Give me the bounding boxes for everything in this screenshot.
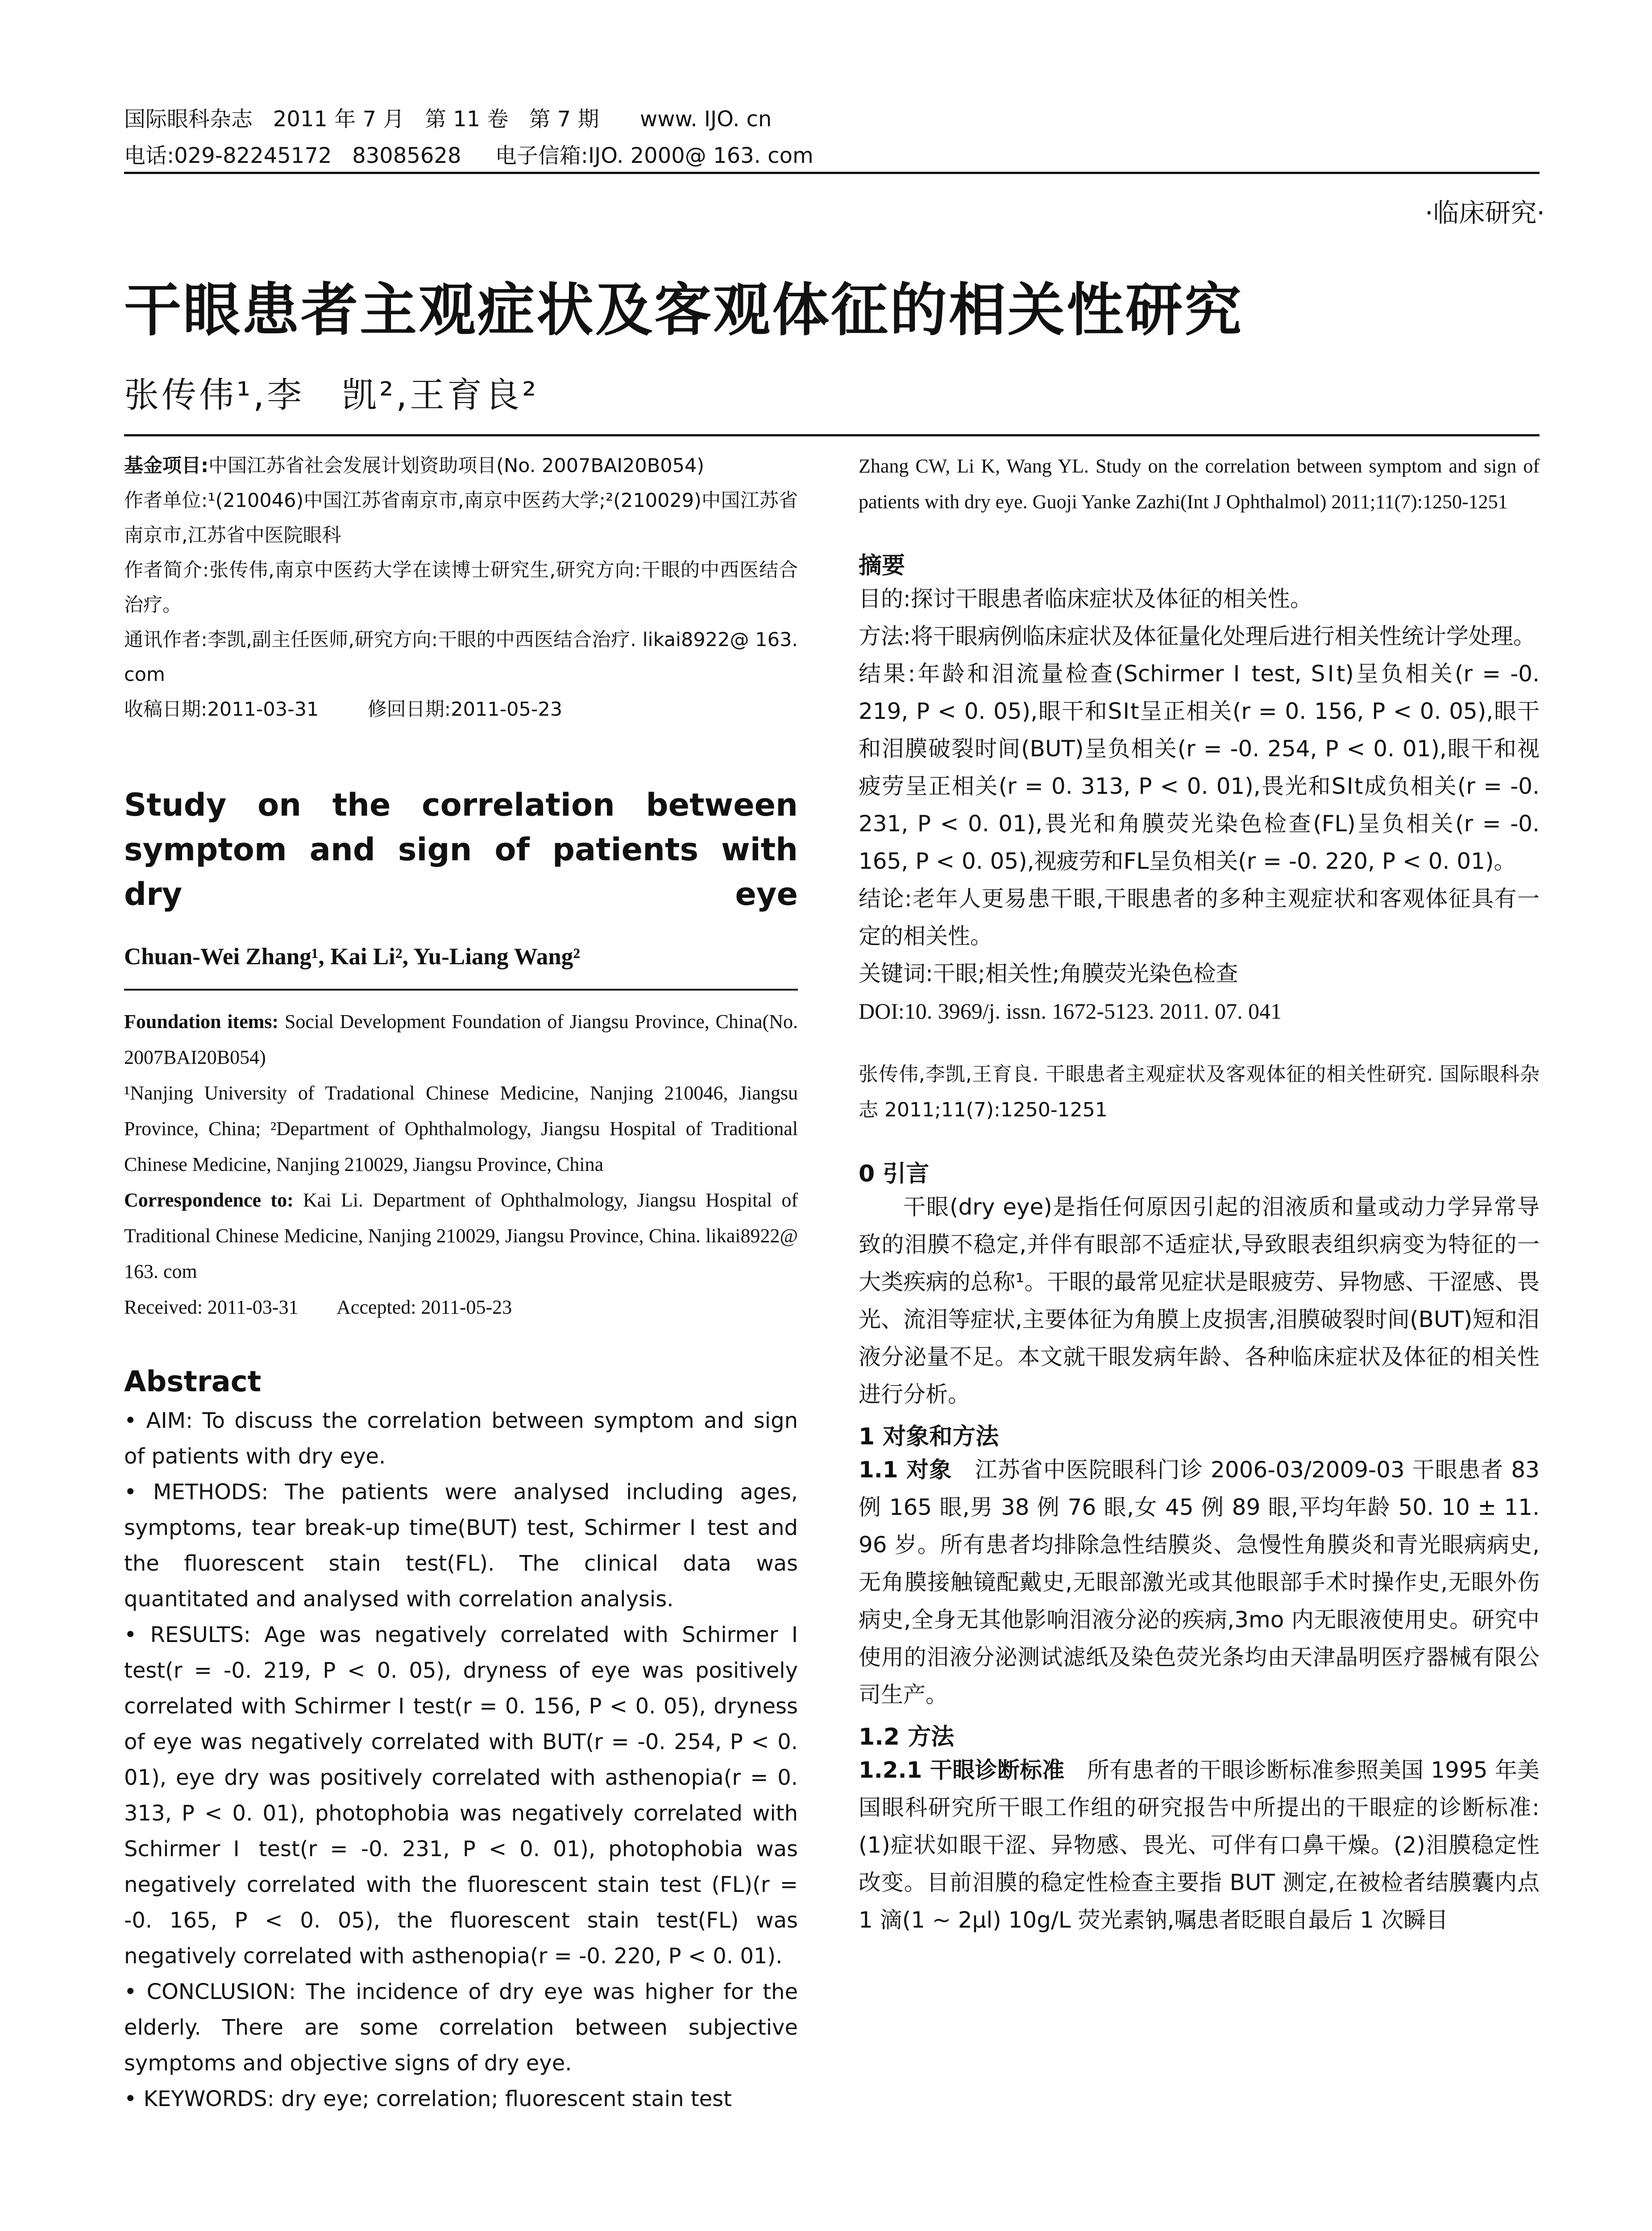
english-author-rule bbox=[124, 989, 798, 991]
affiliations: ¹Nanjing University of Tradational Chinese Medicine, Nanjing 210046, Jiangsu Province, China; ²Department of Ophthalmology, Jiangsu Hospital of Traditional Chinese Medicine, Nanjing 210029, Jiangsu Province, China bbox=[124, 1082, 798, 1175]
journal-header: 国际眼科杂志 2011 年 7 月 第 11 卷 第 7 期 www. IJO. cn bbox=[124, 107, 772, 132]
cn-conclusion: 结论:老年人更易患干眼,干眼患者的多种主观症状和客观体征具有一定的相关性。 bbox=[859, 886, 1540, 949]
citation-cn: 张传伟,李凯,王育良. 干眼患者主观症状及客观体征的相关性研究. 国际眼科杂志 2011;11(7):1250-1251 bbox=[859, 1063, 1540, 1121]
author-list: 张传伟¹,李 凯²,王育良² bbox=[124, 375, 539, 415]
abstract-heading: Abstract bbox=[124, 1365, 261, 1398]
abstract-conclusion: • CONCLUSION: The incidence of dry eye was higher for the elderly. There are some correlation between subjective symptoms and objective signs of dry eye. bbox=[124, 1979, 798, 2076]
methods-heading: 1 对象和方法 bbox=[859, 1423, 999, 1450]
fund-info: 基金项目:中国江苏省社会发展计划资助项目(No. 2007BAI20B054) bbox=[124, 455, 705, 477]
foundation-items: Foundation items: Social Development Foundation of Jiangsu Province, China(No. 2007BAI20B054) bbox=[124, 1011, 798, 1068]
intro-text: 干眼(dry eye)是指任何原因引起的泪液质和量或动力学异常导致的泪膜不稳定,并伴有眼部不适症状,导致眼表组织病变为特征的一大类疾病的总称¹。干眼的最常见症状是眼疲劳、异物感、干涩感、畏光、流泪等症状,主要体征为角膜上皮损害,泪膜破裂时间(BUT)短和泪液分泌量不足。本文就干眼发病年龄、各种临床症状及体征的相关性进行分析。 bbox=[859, 1194, 1540, 1407]
left-column bbox=[124, 448, 798, 2117]
journal-contact: 电话:029-82245172 83085628 电子信箱:IJO. 2000@ 163. com bbox=[124, 143, 814, 168]
diagnosis-para: 1.2.1 干眼诊断标准 所有患者的干眼诊断标准参照美国 1995 年美国眼科研究所干眼工作组的研究报告中所提出的干眼症的诊断标准:(1)症状如眼干涩、异物感、畏光、可伴有口鼻干燥。(2)泪膜稳定性改变。目前泪膜的稳定性检查主要指 BUT 测定,在被检者结膜囊内点 1 滴(1 ~ 2μl) 10g/L 荧光素钠,嘱患者眨眼自最后 1 次瞬目 bbox=[859, 1757, 1540, 1933]
abstract-keywords: • KEYWORDS: dry eye; correlation; fluorescent stain test bbox=[124, 2086, 732, 2111]
author-unit: 作者单位:¹(210046)中国江苏省南京市,南京中医药大学;²(210029)中国江苏省南京市,江苏省中医院眼科 bbox=[124, 489, 798, 547]
dates-cn: 收稿日期:2011-03-31 修回日期:2011-05-23 bbox=[124, 698, 563, 721]
section-label: ·临床研究· bbox=[1425, 198, 1545, 228]
cn-abstract-heading: 摘要 bbox=[859, 552, 905, 579]
cn-results: 结果:年龄和泪流量检查(Schirmer Ⅰ test, SⅠt)呈负相关(r = -0. 219, P < 0. 05),眼干和SⅠt呈正相关(r = 0. 156, P < 0. 05),眼干和泪膜破裂时间(BUT)呈负相关(r = -0. 254, P < 0. 01),眼干和视疲劳呈正相关(r = 0. 313, P < 0. 01),畏光和SⅠt成负相关(r = -0. 231, P < 0. 01),畏光和角膜荧光染色检查(FL)呈负相关(r = -0. 165, P < 0. 05),视疲劳和FL呈负相关(r = -0. 220, P < 0. 01)。 bbox=[859, 661, 1540, 874]
title-rule bbox=[124, 434, 1540, 436]
english-title: Study on the correlation between symptom and sign of patients with dry eye bbox=[124, 787, 798, 912]
objects-para: 1.1 对象 江苏省中医院眼科门诊 2006-03/2009-03 干眼患者 83 例 165 眼,男 38 例 76 眼,女 45 例 89 眼,平均年龄 50. 10 ± 11. 96 岁。所有患者均排除急性结膜炎、急慢性角膜炎和青光眼病病史,无角膜接触镜配戴史,无眼部激光或其他眼部手术时操作史,无眼外伤病史,全身无其他影响泪液分泌的疾病,3mo 内无眼液使用史。研究中使用的泪液分泌测试滤纸及染色荧光条均由天津晶明医疗器械有限公司生产。 bbox=[859, 1457, 1540, 1708]
header-rule bbox=[124, 172, 1540, 174]
correspondence-cn: 通讯作者:李凯,副主任医师,研究方向:干眼的中西医结合治疗. likai8922@ 163. com bbox=[124, 629, 798, 686]
abstract-results: • RESULTS: Age was negatively correlated with Schirmer Ⅰ test(r = -0. 219, P < 0. 05), dryness of eye was positively correlated with Schirmer Ⅰ test(r = 0. 156, P < 0. 05), dryness of eye was negatively correlated with BUT(r = -0. 254, P < 0. 01), eye dry was positively correlated with asthenopia(r = 0. 313, P < 0. 01), photophobia was negatively correlated with Schirmer Ⅰ test(r = -0. 231, P < 0. 01), photophobia was negatively correlated with the fluorescent stain test (FL)(r = -0. 165, P < 0. 05), the fluorescent stain test(FL) was negatively correlated with asthenopia(r = -0. 220, P < 0. 01). bbox=[124, 1622, 798, 1969]
citation-en: Zhang CW, Li K, Wang YL. Study on the correlation between symptom and sign of patients with dry eye. Guoji Yanke Zazhi(Int J Ophthalmol) 2011;11(7):1250-1251 bbox=[859, 455, 1540, 513]
cn-aim: 目的:探讨干眼患者临床症状及体征的相关性。 bbox=[859, 586, 1312, 612]
abstract-aim: • AIM: To discuss the correlation between symptom and sign of patients with dry eye. bbox=[124, 1408, 798, 1469]
author-bio: 作者简介:张传伟,南京中医药大学在读博士研究生,研究方向:干眼的中西医结合治疗。 bbox=[124, 559, 798, 616]
method-subheading: 1.2 方法 bbox=[859, 1724, 955, 1750]
page-title: 干眼患者主观症状及客观体征的相关性研究 bbox=[124, 277, 1244, 344]
english-authors: Chuan-Wei Zhang¹, Kai Li², Yu-Liang Wang² bbox=[124, 944, 581, 970]
cn-methods: 方法:将干眼病例临床症状及体征量化处理后进行相关性统计学处理。 bbox=[859, 623, 1536, 649]
right-column bbox=[859, 448, 1540, 1939]
intro-heading: 0 引言 bbox=[859, 1161, 930, 1187]
cn-keywords: 关键词:干眼;相关性;角膜荧光染色检查 bbox=[859, 961, 1238, 987]
correspondence-en: Correspondence to: Kai Li. Department of Ophthalmology, Jiangsu Hospital of Traditional Chinese Medicine, Nanjing 210029, Jiangsu Province, China. likai8922@ 163. com bbox=[124, 1189, 798, 1282]
received-accepted: Received: 2011-03-31 Accepted: 2011-05-23 bbox=[124, 1296, 512, 1318]
abstract-methods: • METHODS: The patients were analysed including ages, symptoms, tear break-up time(BUT) test, Schirmer Ⅰ test and the fluorescent stain test(FL). The clinical data was quantitated and analysed with correlation analysis. bbox=[124, 1480, 798, 1612]
doi: DOI:10. 3969/j. issn. 1672-5123. 2011. 07. 041 bbox=[859, 999, 1282, 1024]
